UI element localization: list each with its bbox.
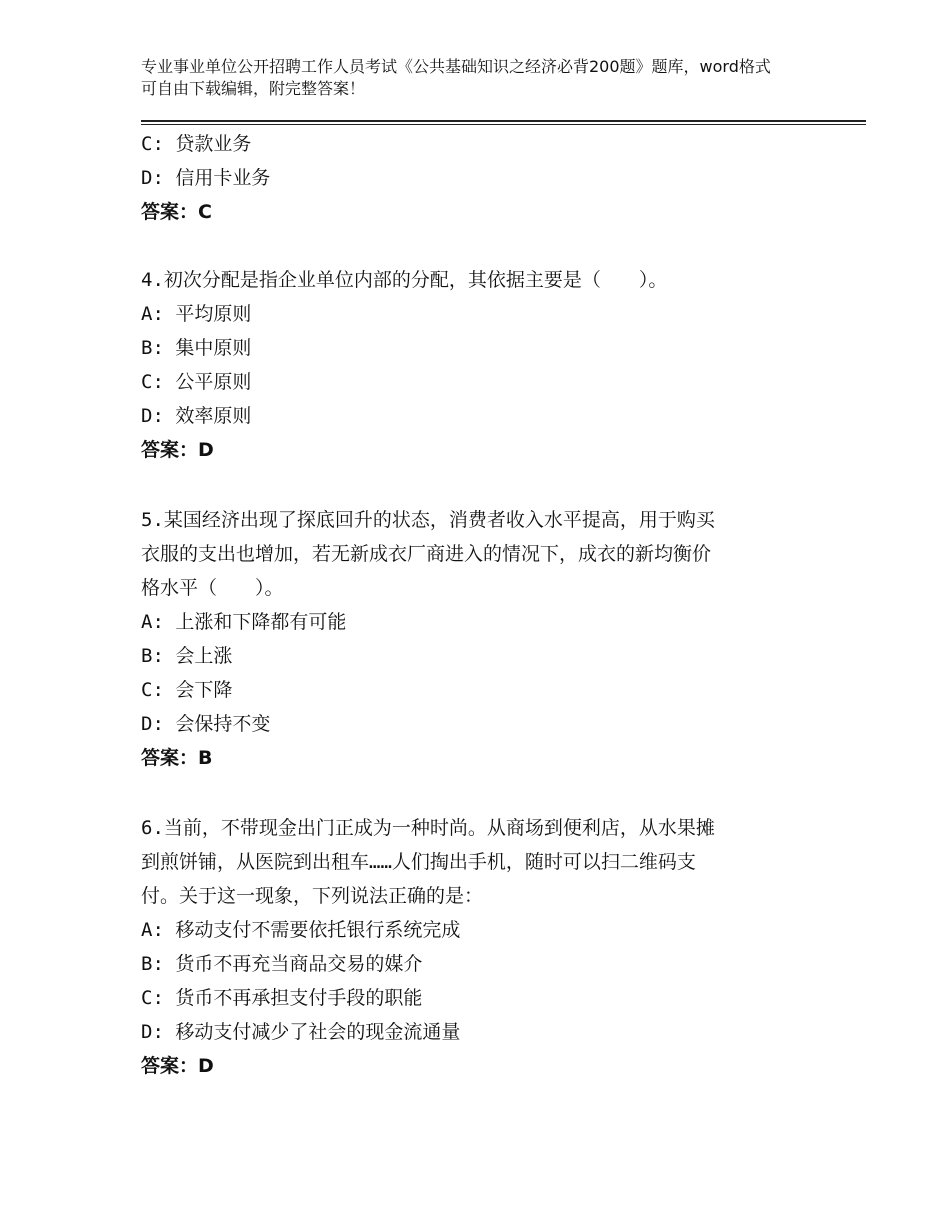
option-text: 平均原则	[175, 303, 252, 325]
option-letter: B	[141, 953, 153, 975]
question-4-stem	[141, 263, 801, 297]
question-stem-line: 初次分配是指企业单位内部的分配，其依据主要是（ ）。	[163, 269, 668, 291]
option-c: C: 贷款业务	[141, 133, 252, 155]
question-stem-line: 格水平（ ）。	[141, 577, 284, 599]
option-letter: A	[141, 303, 153, 325]
answer-label: 答案：	[141, 439, 199, 461]
option-text: 上涨和下降都有可能	[175, 611, 347, 633]
question-5-stem	[141, 503, 801, 537]
question-stem-line: 衣服的支出也增加，若无新成衣厂商进入的情况下，成衣的新均衡价	[141, 543, 712, 565]
question-6-stem	[141, 811, 801, 845]
document-title: 专业事业单位公开招聘工作人员考试《公共基础知识之经济必背200题》题库，word格式可自由下载编辑，附完整答案！	[141, 57, 771, 98]
option-text: 移动支付不需要依托银行系统完成	[175, 919, 461, 941]
option-text: 会下降	[175, 679, 233, 701]
option-d: D: 信用卡业务	[141, 167, 271, 189]
option-letter: C	[141, 133, 153, 155]
header-rule-thin	[141, 124, 866, 125]
option-letter: B	[141, 337, 153, 359]
question-stem-continuation	[141, 537, 801, 571]
question-stem-line: 某国经济出现了探底回升的状态，消费者收入水平提高，用于购买	[163, 509, 715, 531]
question-number: 6.	[141, 817, 164, 839]
option-b: B: 集中原则	[141, 337, 252, 359]
option-text: 货币不再承担支付手段的职能	[175, 987, 423, 1009]
option-text: 信用卡业务	[175, 167, 271, 189]
answer-line	[141, 433, 801, 467]
question-stem-continuation	[141, 571, 801, 605]
option-d: D: 会保持不变	[141, 713, 271, 735]
option-b: B: 会上涨	[141, 645, 233, 667]
question-number: 5.	[141, 509, 164, 531]
question-stem-continuation	[141, 845, 801, 879]
answer-label: 答案：	[141, 1055, 199, 1077]
option-b: B: 货币不再充当商品交易的媒介	[141, 953, 423, 975]
answer-value: D	[198, 439, 214, 461]
option-text: 移动支付减少了社会的现金流通量	[175, 1021, 461, 1043]
answer-label: 答案：	[141, 747, 199, 769]
question-stem-continuation	[141, 879, 801, 913]
question-stem-line: 到煎饼铺，从医院到出租车……人们掏出手机，随时可以扫二维码支	[141, 851, 696, 873]
answer-line	[141, 195, 801, 229]
option-c: C: 货币不再承担支付手段的职能	[141, 987, 423, 1009]
question-stem-line: 付。关于这一现象，下列说法正确的是：	[141, 885, 484, 907]
option-text: 集中原则	[175, 337, 252, 359]
option-letter: A	[141, 919, 153, 941]
option-a: A: 移动支付不需要依托银行系统完成	[141, 919, 461, 941]
option-letter: D	[141, 713, 153, 735]
option-letter: C	[141, 371, 153, 393]
option-a: A: 平均原则	[141, 303, 252, 325]
option-letter: D	[141, 405, 153, 427]
question-number: 4.	[141, 269, 164, 291]
answer-line	[141, 741, 801, 775]
option-letter: D	[141, 167, 153, 189]
option-a: A: 上涨和下降都有可能	[141, 611, 347, 633]
answer-line	[141, 1049, 801, 1083]
option-text: 贷款业务	[175, 133, 252, 155]
option-text: 公平原则	[175, 371, 252, 393]
option-c: C: 会下降	[141, 679, 233, 701]
option-d: D: 移动支付减少了社会的现金流通量	[141, 1021, 461, 1043]
option-letter: D	[141, 1021, 153, 1043]
option-text: 效率原则	[175, 405, 252, 427]
question-stem-line: 当前，不带现金出门正成为一种时尚。从商场到便利店，从水果摊	[163, 817, 715, 839]
answer-label: 答案：	[141, 201, 199, 223]
answer-value: C	[198, 201, 212, 223]
answer-value: B	[198, 747, 213, 769]
option-text: 货币不再充当商品交易的媒介	[175, 953, 423, 975]
answer-value: D	[198, 1055, 214, 1077]
option-letter: A	[141, 611, 153, 633]
option-letter: C	[141, 679, 153, 701]
option-text: 会上涨	[175, 645, 233, 667]
header-rule-thick	[141, 120, 866, 122]
option-text: 会保持不变	[175, 713, 271, 735]
option-letter: B	[141, 645, 153, 667]
option-letter: C	[141, 987, 153, 1009]
option-d: D: 效率原则	[141, 405, 252, 427]
document-header	[141, 56, 781, 100]
option-c: C: 公平原则	[141, 371, 252, 393]
